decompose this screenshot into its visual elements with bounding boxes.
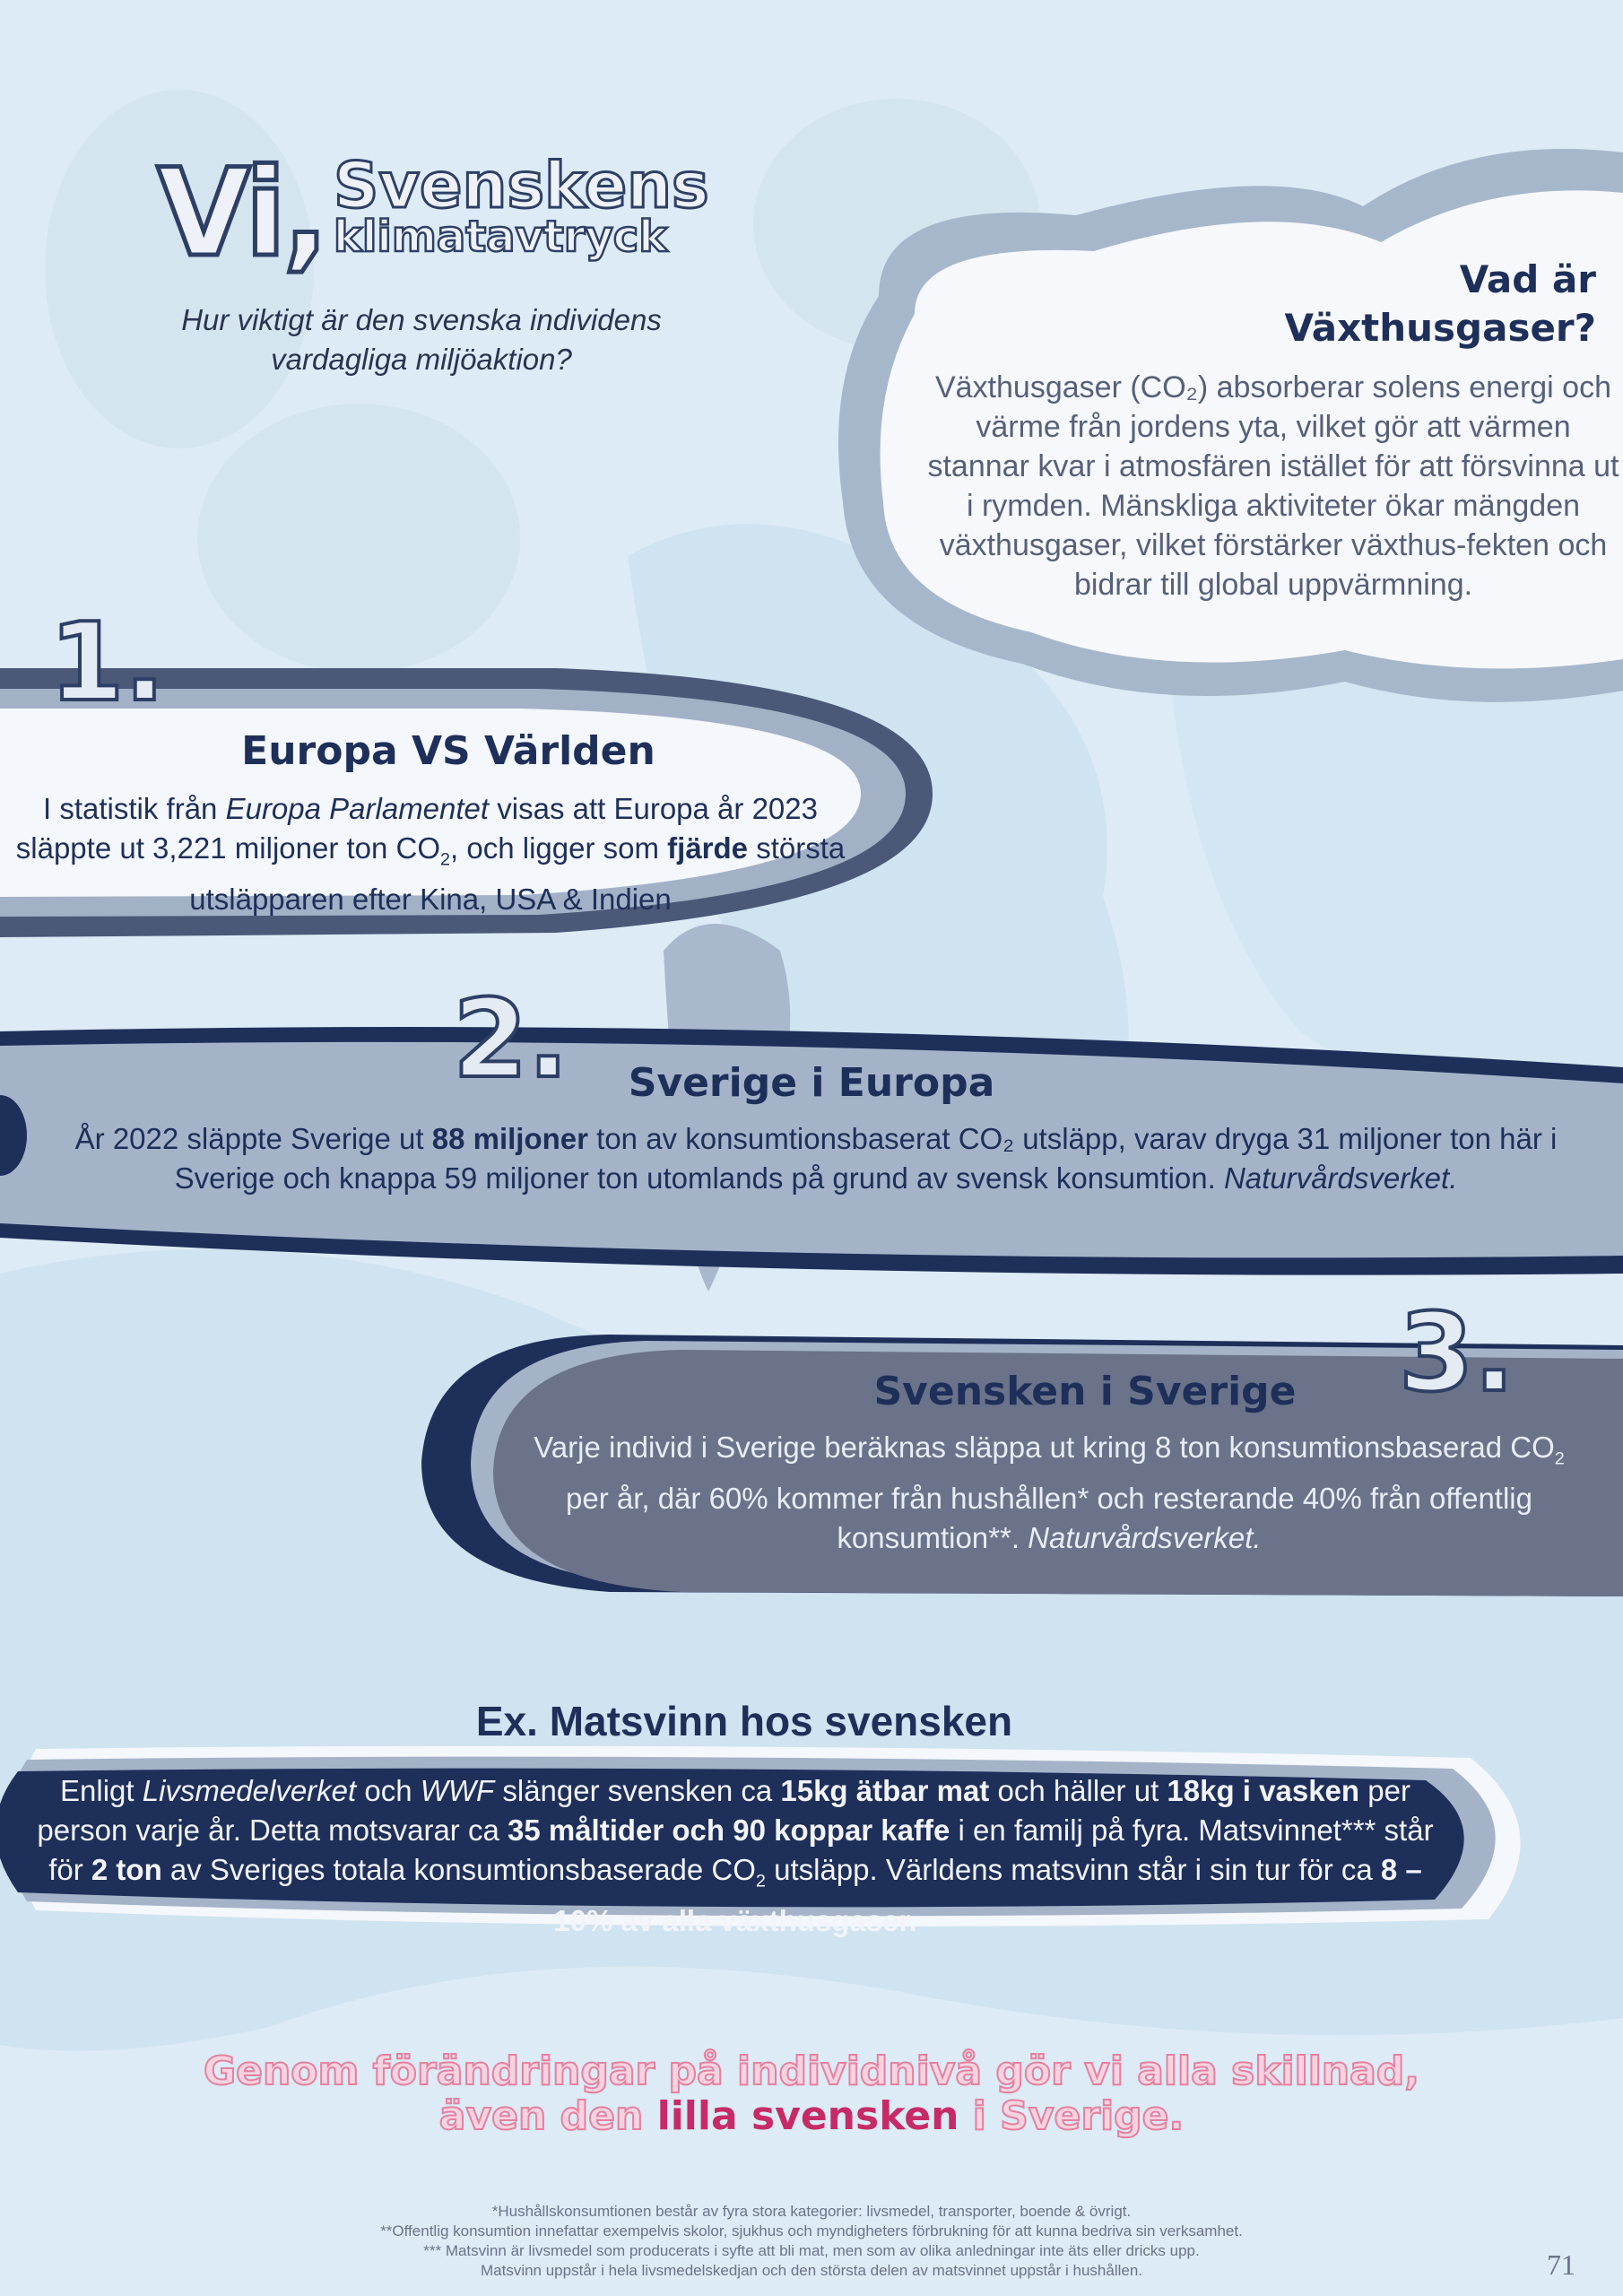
subtitle: Hur viktigt är den svenska individens vardagliga miljöaktion?: [181, 303, 662, 376]
slogan-line1: Genom förändringar på individnivå gör vi alla skillnad,: [203, 2048, 1420, 2094]
question-title-line1: Vad är: [1459, 257, 1596, 301]
footnote: *** Matsvinn är livsmedel som producerats i syfte att bli mat, men som av olika anledningar inte äts eller dricks upp.: [423, 2242, 1200, 2259]
page-number: 71: [1547, 2248, 1575, 2281]
footnotes: [269, 2202, 1354, 2281]
section2-heading: Sverige i Europa: [628, 1060, 995, 1106]
question-title: [1130, 256, 1596, 352]
question-title-line2: Växthusgaser?: [1284, 306, 1596, 350]
footnote: *Hushållskonsumtionen består av fyra stora kategorier: livsmedel, transporter, boende & övrigt.: [491, 2203, 1132, 2220]
title-line1: Svenskens: [334, 149, 709, 222]
slogan-highlight: lilla svensken: [656, 2093, 959, 2139]
matsvinn-body: Enligt Livsmedelverket och WWF slänger svensken ca 15kg ätbar mat och häller ut 18kg i vasken per person varje år. Detta motsvarar ca 35 måltider och 90 koppar kaffe i en familj på fyra. Matsvinnet*** står för 2 ton av Sveriges totala konsumtionsbaserade $CO_2$ utsläpp. Världens matsvinn står i sin tur för ca 8 – 10% av alla växthusgaser.: [37, 1774, 1434, 1937]
section2-body: År 2022 släppte Sverige ut 88 miljoner ton av konsumtionsbaserat CO₂ utsläpp, varav dryga 31 miljoner ton här i Sverige och knappa 59 miljoner ton utomlands på grund av svensk konsumtion. Naturvårdsverket.: [74, 1122, 1558, 1195]
question-body: Växthusgaser (CO₂) absorberar solens energi och värme från jordens yta, vilket gör att värmen stannar kvar i atmosfären istället för att försvinna ut i rymden. Mänskliga aktiviteter ökar mängden växthusgaser, vilket förstärker växthus-fekten och bidrar till global uppvärmning.: [927, 370, 1619, 602]
section3-body: Varje individ i Sverige beräknas släppa ut kring 8 ton konsumtionsbaserad $CO_2$ per år, där 60% kommer från hushållen* och resterande 40% från offentlig konsumtion**. Naturvårdsverket.: [534, 1431, 1565, 1554]
title-line2: klimatavtryck: [334, 212, 668, 262]
slogan: [161, 2049, 1462, 2139]
footnote: Matsvinn uppstår i hela livsmedelskedjan och den största delen av matsvinnet uppstår i hushållen.: [480, 2262, 1143, 2279]
footnote: **Offentlig konsumtion innefattar exempelvis skolor, sjukhus och myndigheters förbrukning för att kunna bedriva sin verksamhet.: [380, 2222, 1243, 2239]
slogan-line2: även den lilla svensken i Sverige.: [438, 2093, 1185, 2139]
section3-number: 3.: [1399, 1292, 1515, 1416]
section1-body: I statistik från Europa Parlamentet visas att Europa år 2023 släppte ut 3,221 miljoner ton $CO_2$, och ligger som fjärde största utsläpparen efter Kina, USA & Indien: [15, 792, 846, 916]
section3-heading: Svensken i Sverige: [873, 1369, 1297, 1414]
section1-heading: Europa VS Världen: [241, 728, 655, 774]
section2-number: 2.: [453, 978, 569, 1102]
section1-number: 1.: [49, 601, 166, 726]
title-vi: Vi,: [157, 143, 325, 283]
matsvinn-heading: Ex. Matsvinn hos svensken: [475, 1698, 1013, 1744]
